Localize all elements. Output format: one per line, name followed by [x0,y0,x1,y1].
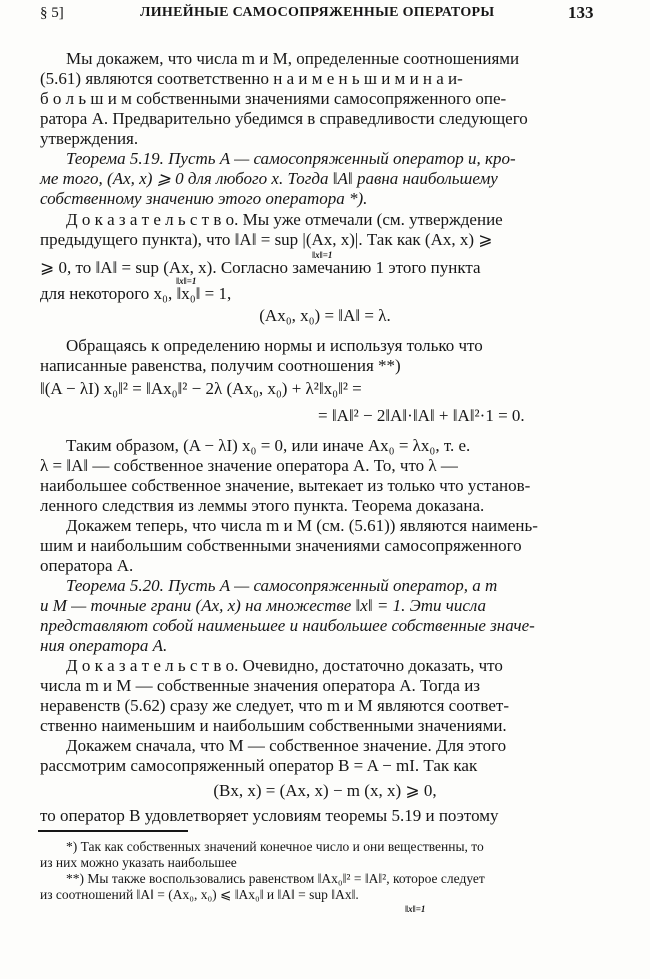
sup-subscript: ‖x‖=1 [312,250,333,260]
theorem-5-20-line: ния оператора A. [40,636,168,655]
proof-line: предыдущего пункта), что ‖A‖ = sup |(Ax, x)|. Так как (Ax, x) ⩾ [40,230,493,249]
formula-line: (Bx, x) = (Ax, x) − m (x, x) ⩾ 0, [213,781,437,800]
theorem-5-20-line: представляют собой наименьшее и наибольшее собственные значе- [40,616,535,635]
text-line: шим и наибольшим собственными значениями самосопряженного [40,536,522,555]
text-line: утверждения. [40,129,139,148]
text-line: Таким образом, (A − λI) x₀ = 0, или иначе Ax₀ = λx₀, т. е. [66,436,471,455]
formula-line: = ‖A‖² − 2‖A‖·‖A‖ + ‖A‖²·1 = 0. [318,406,525,425]
proof-line: ственно наименьшим и наибольшим собственными значениями. [40,716,507,735]
text-line: Мы докажем, что числа m и M, определенные соотношениями [66,49,520,68]
proof-line: неравенств (5.62) сразу же следует, что m и M являются соответ- [40,696,509,715]
section-marker: § 5] [40,5,64,21]
text-line: то оператор B удовлетворяет условиям теоремы 5.19 и поэтому [40,806,499,825]
footnote-line: из соотношений ‖A‖ = (Ax₀, x₀) ⩽ ‖Ax₀‖ и ‖A‖ = sup ‖Ax‖. [40,887,359,902]
formula-line: (Ax₀, x₀) = ‖A‖ = λ. [259,306,391,325]
sup-subscript: ‖x‖=1 [176,276,197,286]
footnote-line: **) Мы также воспользовались равенством ‖Ax₀‖² = ‖A‖², которое следует [66,871,485,886]
footnote-sup-subscript: ‖x‖=1 [405,904,426,914]
text-line: Обращаясь к определению нормы и используя только что [66,336,483,355]
text-line: Докажем сначала, что M — собственное значение. Для этого [66,736,507,755]
theorem-5-20-line: и M — точные грани (Ax, x) на множестве ‖x‖ = 1. Эти числа [40,596,487,615]
text-line: оператора A. [40,556,134,575]
text-line: наибольшее собственное значение, вытекает из только что установ- [40,476,531,495]
proof-line: ⩾ 0, то ‖A‖ = sup (Ax, x). Согласно замечанию 1 этого пункта [40,258,481,277]
text-line: ратора A. Предварительно убедимся в справедливости следующего [40,109,528,128]
proof-line: для некоторого x₀, ‖x₀‖ = 1, [40,284,232,303]
proof-line: Д о к а з а т е л ь с т в о. Очевидно, достаточно доказать, что [66,656,503,675]
theorem-5-20-line: Теорема 5.20. Пусть A — самосопряженный оператор, а m [66,576,498,595]
text-line: λ = ‖A‖ — собственное значение оператора A. То, что λ — [40,456,458,475]
theorem-5-19-line: собственному значению этого оператора *). [40,189,368,208]
page-number: 133 [568,3,594,22]
text-line: рассмотрим самосопряженный оператор B = A − mI. Так как [40,756,478,775]
text-line: Докажем теперь, что числа m и M (см. (5.61)) являются наимень- [66,516,538,535]
proof-line: Д о к а з а т е л ь с т в о. Мы уже отмечали (см. утверждение [66,210,503,229]
footnote-rule [38,830,188,832]
theorem-5-19-line: Теорема 5.19. Пусть A — самосопряженный оператор и, кро- [66,149,516,168]
text-line: б о л ь ш и м собственными значениями самосопряженного опе- [40,89,507,108]
footnote-line: из них можно указать наибольшее [40,855,237,870]
text-line: ленного следствия из леммы этого пункта. Теорема доказана. [40,496,485,515]
theorem-5-19-line: ме того, (Ax, x) ⩾ 0 для любого x. Тогда ‖A‖ равна наибольшему [40,169,498,188]
proof-line: числа m и M — собственные значения оператора A. Тогда из [40,676,481,695]
formula-line: ‖(A − λI) x₀‖² = ‖Ax₀‖² − 2λ (Ax₀, x₀) + λ²‖x₀‖² = [40,379,362,398]
footnote-line: *) Так как собственных значений конечное число и они вещественны, то [66,839,484,854]
running-title: ЛИНЕЙНЫЕ САМОСОПРЯЖЕННЫЕ ОПЕРАТОРЫ [140,5,495,20]
text-line: (5.61) являются соответственно н а и м е н ь ш и м и н а и- [40,69,463,88]
text-line: написанные равенства, получим соотношения **) [40,356,401,375]
